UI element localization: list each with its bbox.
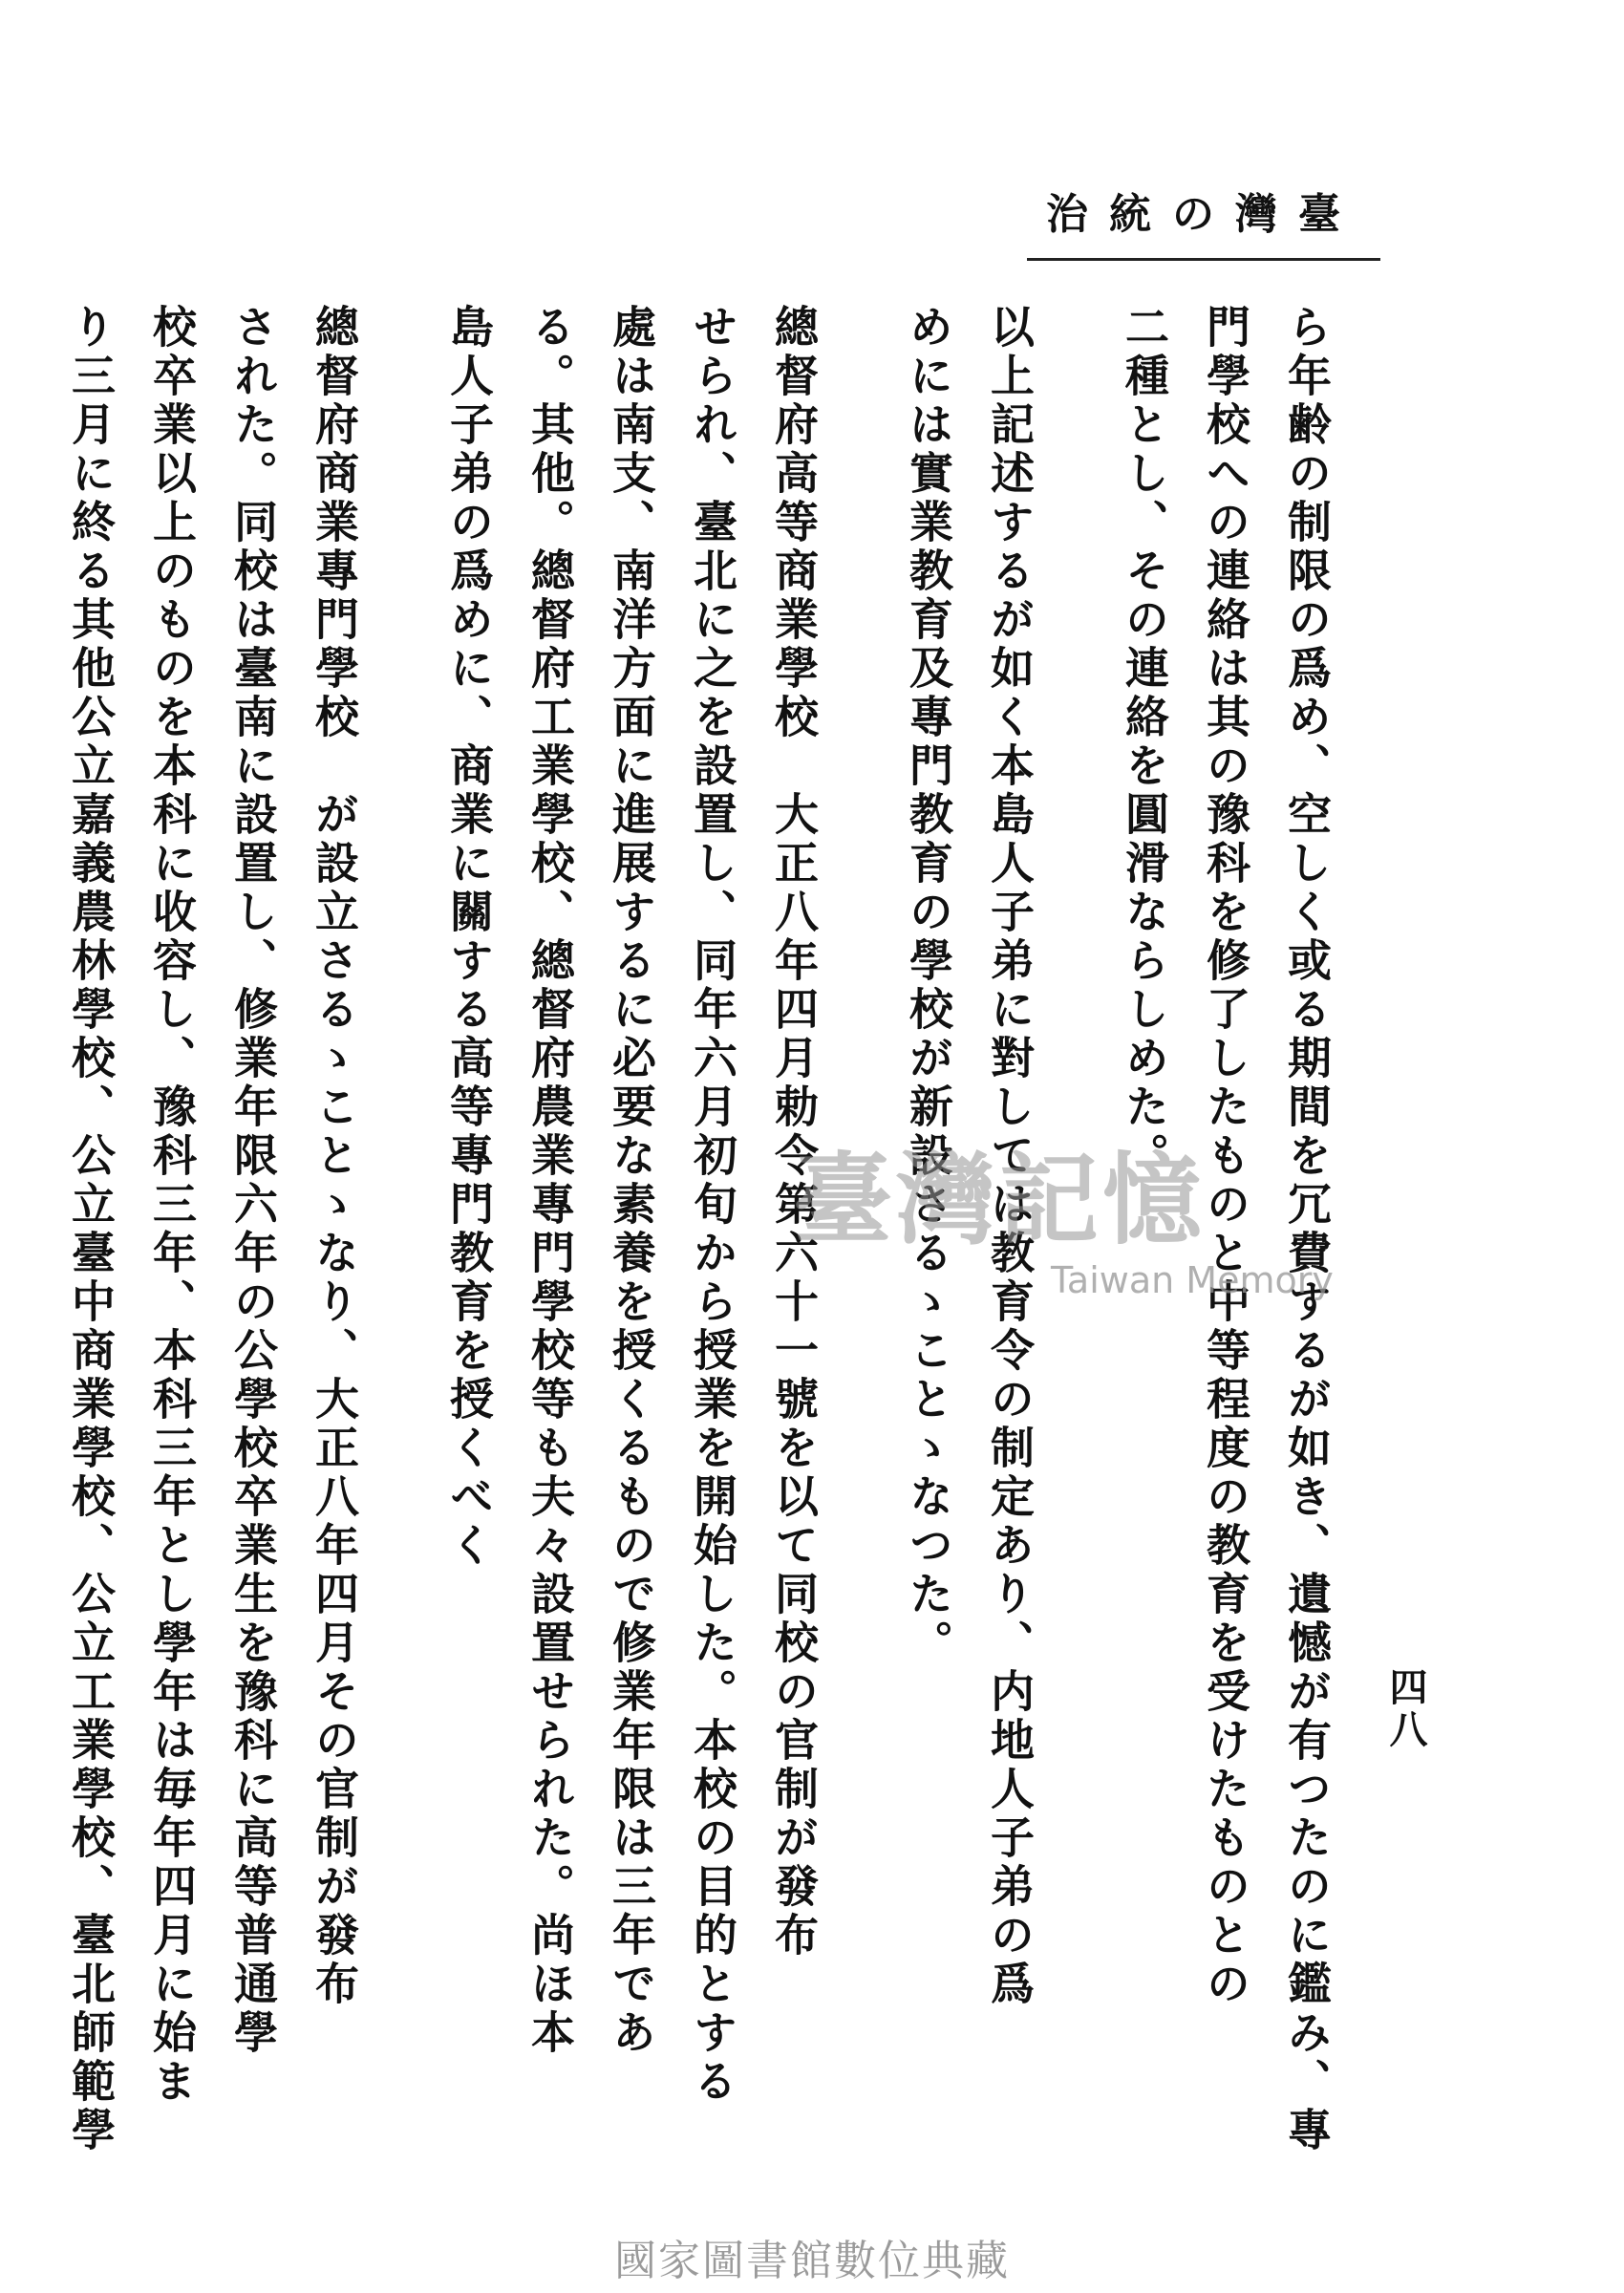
page-number: 四八: [1383, 1667, 1428, 1751]
text-column-6: 總督府高等商業學校 大正八年四月勅令第六十一號を以て同校の官制が發布: [768, 304, 820, 1961]
text-column-10: 島人子弟の爲めに、商業に關する高等專門教育を授くべく: [443, 304, 495, 1571]
text-column-14: り三月に終る其他公立嘉義農林學校、公立臺中商業學校、公立工業學校、臺北師範學: [65, 304, 117, 2155]
watermark-subtitle: Taiwan Memory: [1051, 1259, 1334, 1301]
text-column-11: 總督府商業專門學校 が設立さるゝことゝなり、大正八年四月その官制が發布: [309, 304, 360, 2009]
text-column-13: 校卒業以上のものを本科に收容し、豫科三年、本科三年とし學年は毎年四月に始ま: [146, 304, 198, 2107]
text-column-5: めには實業教育及專門教育の學校が新設さるゝことゝなつた。: [903, 304, 954, 1668]
watermark-logo-text: 臺灣記憶: [793, 1141, 1207, 1258]
text-column-2: 門學校への連絡は其の豫科を修了したものと中等程度の教育を受けたものとの: [1200, 304, 1251, 2009]
running-header-title: 臺灣の統治: [1046, 190, 1361, 239]
text-column-4: 以上記述するが如く本島人子弟に對しては教育令の制定あり、内地人子弟の爲: [984, 304, 1036, 2009]
text-column-8: 處は南支、南洋方面に進展するに必要な素養を授くるもので修業年限は三年であ: [606, 304, 657, 2058]
text-column-1: ら年齢の制限の爲め、空しく或る期間を冗費するが如き、遺憾が有つたのに鑑み、專: [1281, 304, 1333, 2155]
vertical-body-text: [65, 304, 1347, 2155]
text-column-7: せられ、臺北に之を設置し、同年六月初旬から授業を開始した。本校の目的とする: [687, 304, 738, 2107]
footer-credit: 國家圖書館數位典藏: [614, 2237, 1010, 2285]
text-column-12: された。同校は臺南に設置し、修業年限六年の公學校卒業生を豫科に高等普通學: [227, 304, 279, 2058]
text-column-3: 二種とし、その連絡を圓滑ならしめた。: [1119, 304, 1170, 1181]
header-rule: [1027, 258, 1380, 261]
text-column-9: る。其他。總督府工業學校、總督府農業專門學校等も夫々設置せられた。尚ほ本: [524, 304, 576, 2058]
